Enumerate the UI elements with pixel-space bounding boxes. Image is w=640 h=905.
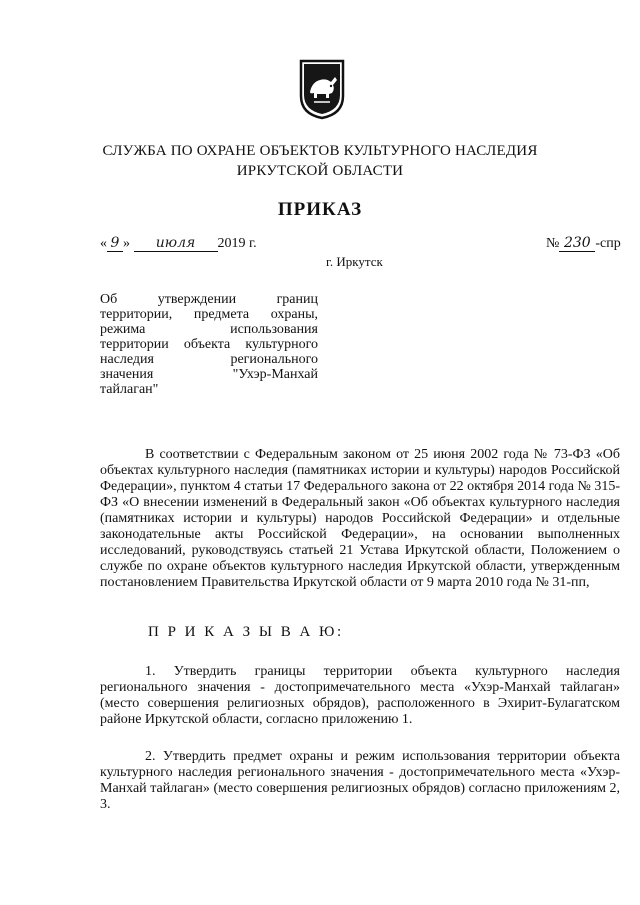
agency-name-line2: ИРКУТСКОЙ ОБЛАСТИ <box>236 163 404 179</box>
order-item-1: 1. Утвердить границы территории объекта культурного наследия регионального значения - достопримечательного места «Ухэр-Манхай тайлаган» (место совершения религиозных обрядов), расположенного в Эхирит-Булагатском районе Иркутской области, согласно приложению 1. <box>100 664 620 727</box>
page-title: ПРИКАЗ <box>277 199 363 220</box>
agency-name-line1: СЛУЖБА ПО ОХРАНЕ ОБЪЕКТОВ КУЛЬТУРНОГО НАСЛЕДИЯ <box>102 143 538 159</box>
city: г. Иркутск <box>326 254 383 269</box>
date-month: июля <box>134 235 218 252</box>
subject-line: значения "Ухэр-Манхай <box>100 367 318 382</box>
subject-line: территории, предмета охраны, <box>100 307 318 322</box>
date-year: 2019 г. <box>217 236 257 251</box>
subject-line: Об утверждении границ <box>100 292 318 307</box>
order-number <box>546 235 621 252</box>
subject-line: наследия регионального <box>100 352 318 367</box>
order-subject <box>100 292 318 397</box>
order-item-2: 2. Утвердить предмет охраны и режим использования территории объекта культурного наследия регионального значения - достопримечательного места «Ухэр-Манхай тайлаган» (место совершения религиозных обрядов) согласно приложениям 2, 3. <box>100 749 620 812</box>
date-day: 9 <box>107 235 123 252</box>
order-word: П Р И К А З Ы В А Ю: <box>148 624 344 640</box>
number-value: 230 <box>559 235 595 252</box>
date-quote-open: « <box>100 236 107 251</box>
subject-line: режима использования <box>100 322 318 337</box>
order-date <box>100 235 257 252</box>
number-suffix: -спр <box>595 236 621 251</box>
subject-line: тайлаган" <box>100 382 159 397</box>
coat-of-arms-icon <box>298 58 346 120</box>
subject-line: территории объекта культурного <box>100 337 318 352</box>
date-quote-close: » <box>123 236 130 251</box>
preamble-paragraph: В соответствии с Федеральным законом от 25 июня 2002 года № 73-ФЗ «Об объектах культурного наследия (памятниках истории и культуры) народов Российской Федерации», пунктом 4 статьи 17 Федерального закона от 22 октября 2014 года № 315-ФЗ «О внесении изменений в Федеральный закон «Об объектах культурного наследия (памятниках истории и культуры) народов Российской Федерации» и отдельные законодательные акты Российской Федерации», на основании выполненных исследований, руководствуясь статьей 21 Устава Иркутской области, Положением о службе по охране объектов культурного наследия Иркутской области, утвержденным постановлением Правительства Иркутской области от 9 марта 2010 года № 31-пп, <box>100 447 620 590</box>
number-prefix: № <box>546 236 560 251</box>
